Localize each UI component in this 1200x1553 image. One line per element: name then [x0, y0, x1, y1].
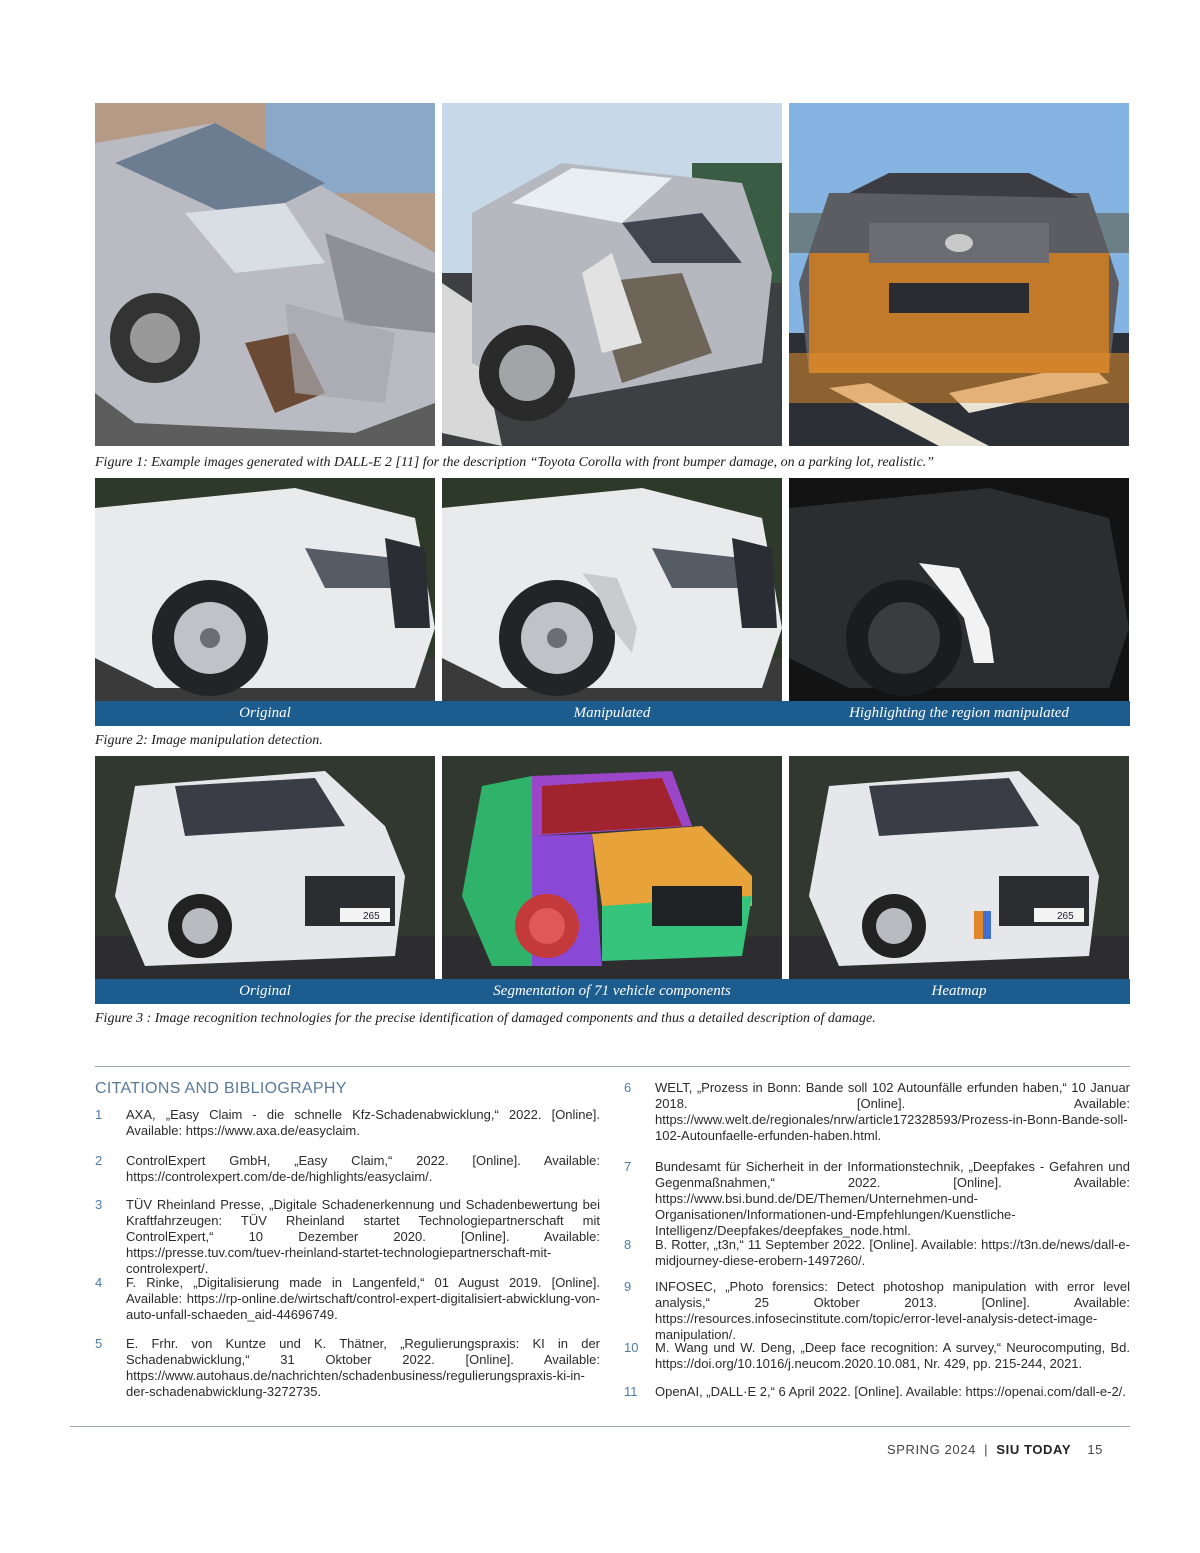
citation-item — [624, 1340, 1130, 1372]
citation-item — [95, 1336, 600, 1400]
citation-item — [95, 1107, 600, 1139]
citation-number: 10 — [624, 1340, 639, 1355]
citation-text: OpenAI, „DALL·E 2,“ 6 April 2022. [Online]. Available: https://openai.com/dall-e-2/. — [655, 1384, 1126, 1399]
citation-number: 3 — [95, 1197, 103, 1212]
citation-number: 4 — [95, 1275, 103, 1290]
figure1-image-3 — [789, 103, 1129, 446]
citation-number: 9 — [624, 1279, 632, 1294]
footer-season: SPRING 2024 — [886, 1442, 976, 1457]
figure3-plate-heatmap: 265 — [1057, 911, 1074, 922]
citation-item — [624, 1159, 1130, 1239]
citation-text: ControlExpert GmbH, „Easy Claim,“ 2022. [Online]. Available: https://controlexpert.com/de-de/highlights/easyclaim/. — [126, 1153, 600, 1184]
figure2-image-original — [95, 478, 435, 701]
footer-separator: | — [984, 1442, 989, 1457]
citation-text: AXA, „Easy Claim - die schnelle Kfz-Schadenabwicklung,“ 2022. [Online]. Available: https://www.axa.de/easyclaim. — [126, 1107, 600, 1138]
footer-rule — [70, 1426, 1130, 1427]
citation-text: TÜV Rheinland Presse, „Digitale Schadenerkennung und Schadenbewertung bei Kraftfahrzeugen: TÜV Rheinland startet Technologiepartnerschaft mit ControlExpert,“ 10 Dezember 2020. [Online]. Available: https://presse.tuv.com/tuev-rheinland-startet-technologiepartnerschaft-mit-controlexpert/. — [126, 1197, 600, 1276]
figure2-label-original: Original — [239, 705, 291, 721]
figure3-image-segmentation — [442, 756, 782, 979]
figure3-caption: Figure 3 : Image recognition technologies for the precise identification of damaged components and thus a detailed description of damage. — [95, 1011, 876, 1026]
figure3-plate-original: 265 — [363, 911, 380, 922]
figure3-label-bar — [95, 979, 1130, 1004]
figure3-image-heatmap — [789, 756, 1129, 979]
citation-text: WELT, „Prozess in Bonn: Bande soll 102 Autounfälle erfunden haben,“ 10 Januar 2018. [Online]. Available: https://www.welt.de/regionales/nrw/article172328593/Prozess-in-Bonn-Bande-soll-102-Autounfaelle-erfunden-haben.html. — [655, 1080, 1130, 1143]
figure1-image-1 — [95, 103, 435, 446]
citation-number: 5 — [95, 1336, 103, 1351]
citation-item — [95, 1153, 600, 1185]
figure3-label-heatmap: Heatmap — [931, 983, 987, 999]
figure2-image-highlighted — [789, 478, 1129, 701]
citation-number: 6 — [624, 1080, 632, 1095]
citation-text: F. Rinke, „Digitalisierung made in Langenfeld,“ 01 August 2019. [Online]. Available: https://rp-online.de/wirtschaft/control-expert-digitalisiert-abwicklung-von-auto-unfall-schaeden_aid-44696749. — [126, 1275, 600, 1322]
citation-number: 7 — [624, 1159, 632, 1174]
figure1-image-2 — [442, 103, 782, 446]
figure3-label-segmentation: Segmentation of 71 vehicle components — [493, 983, 731, 999]
figure3-image-original — [95, 756, 435, 979]
figure2-label-manipulated: Manipulated — [573, 705, 651, 721]
figure1-caption: Figure 1: Example images generated with DALL-E 2 [11] for the description “Toyota Corolla with front bumper damage, on a parking lot, realistic.” — [95, 455, 935, 470]
figure2-label-bar — [95, 701, 1130, 726]
figure2-label-highlighted: Highlighting the region manipulated — [849, 705, 1069, 721]
citation-item — [624, 1080, 1130, 1144]
page-footer — [887, 1442, 1103, 1457]
footer-publication: SIU TODAY — [996, 1442, 1072, 1457]
citation-text: E. Frhr. von Kuntze und K. Thätner, „Regulierungspraxis: KI in der Schadenabwicklung,“ 31 Oktober 2022. [Online]. Available: https://www.autohaus.de/nachrichten/schadenbusiness/regulierungspraxis-ki-in-der-schadenabwicklung-3272735. — [126, 1336, 600, 1399]
citation-item — [624, 1384, 1130, 1400]
figure2-caption: Figure 2: Image manipulation detection. — [95, 733, 323, 748]
citation-number: 11 — [624, 1384, 638, 1399]
citation-item — [624, 1237, 1130, 1269]
figure2-image-manipulated — [442, 478, 782, 701]
citation-text: M. Wang und W. Deng, „Deep face recognition: A survey,“ Neurocomputing, Bd. https://doi.org/10.1016/j.neucom.2020.10.081, Nr. 429, pp. 215-244, 2021. — [655, 1340, 1130, 1371]
citation-item — [95, 1275, 600, 1323]
citation-text: B. Rotter, „t3n,“ 11 September 2022. [Online]. Available: https://t3n.de/news/dall-e-midjourney-diese-erobern-1497260/. — [655, 1237, 1130, 1268]
citation-number: 2 — [95, 1153, 103, 1168]
citation-item — [624, 1279, 1130, 1343]
citations-heading: CITATIONS AND BIBLIOGRAPHY — [95, 1080, 347, 1097]
citation-text: INFOSEC, „Photo forensics: Detect photoshop manipulation with error level analysis,“ 25 Oktober 2013. [Online]. Available: https://resources.infosecinstitute.com/topic/error-level-analysis-detect-image-manipulation/. — [655, 1279, 1130, 1342]
citation-number: 1 — [95, 1107, 103, 1122]
citation-item — [95, 1197, 600, 1277]
citations-top-rule — [95, 1066, 1130, 1067]
page-number: 15 — [1087, 1442, 1103, 1457]
citation-text: Bundesamt für Sicherheit in der Informationstechnik, „Deepfakes - Gefahren und Gegenmaßnahmen,“ 2022. [Online]. Available: https://www.bsi.bund.de/DE/Themen/Unternehmen-und-Organisationen/Informationen-und-Empfehlungen/Kuenstliche-Intelligenz/Deepfakes/deepfakes_node.html. — [655, 1159, 1130, 1238]
figure3-label-original: Original — [239, 983, 291, 999]
citation-number: 8 — [624, 1237, 632, 1252]
